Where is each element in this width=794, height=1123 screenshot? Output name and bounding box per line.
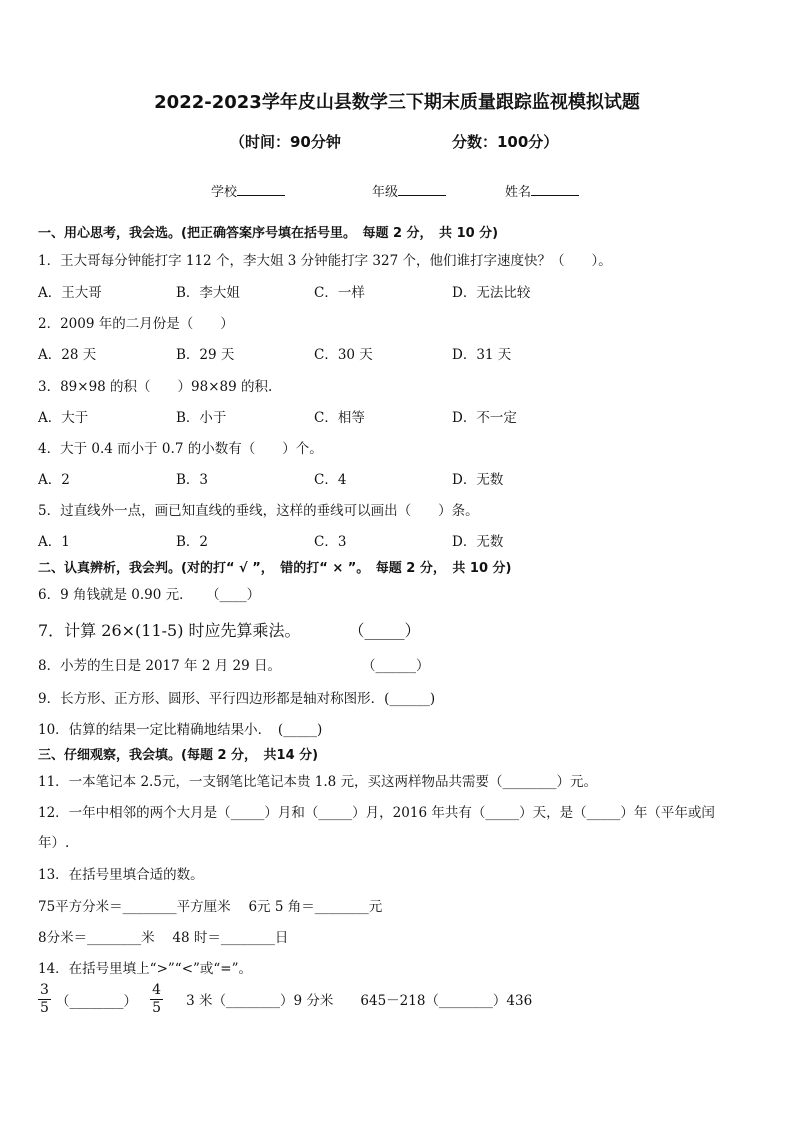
school-label: 学校 <box>211 185 238 200</box>
question-3: 3．89×98 的积（ ）98×89 的积. <box>38 379 273 395</box>
q5-option-d: D．无数 <box>452 534 504 550</box>
q14-blank-1: （________） <box>56 993 138 1010</box>
question-1: 1．王大哥每分钟能打字 112 个，李大姐 3 分钟能打字 327 个，他们谁打字速度快？（ ）。 <box>38 253 612 269</box>
fraction-denominator: 5 <box>40 999 49 1016</box>
section-1-heading: 一、用心思考，我会选。(把正确答案序号填在括号里。 每题 2 分， 共 10 分) <box>38 226 499 241</box>
q4-option-d: D．无数 <box>452 472 504 488</box>
q2-option-c: C．30 天 <box>314 347 373 363</box>
q5-option-b: B．2 <box>176 534 209 550</box>
question-11: 11．一本笔记本 2.5元，一支钢笔比笔记本贵 1.8 元，买这两样物品共需要（________）元。 <box>38 774 597 790</box>
question-14: 14．在括号里填上“>”“<”或“=”。 <box>38 961 253 977</box>
question-14-row <box>38 982 532 1017</box>
question-6: 6．9 角钱就是 0.90 元． （____） <box>38 587 261 603</box>
name-blank <box>531 183 579 196</box>
school-blank <box>237 183 285 196</box>
name-label: 姓名 <box>505 185 532 200</box>
q3-option-c: C．相等 <box>314 410 365 426</box>
fraction-denominator: 5 <box>152 999 162 1016</box>
fraction-4-5 <box>150 982 163 1017</box>
question-5: 5．过直线外一点，画已知直线的垂线，这样的垂线可以画出（ ）条。 <box>38 503 479 519</box>
question-2: 2．2009 年的二月份是（ ） <box>38 316 234 332</box>
question-7: 7．计算 26×(11-5) 时应先算乘法。 （_____） <box>38 621 421 640</box>
question-13-row-b: 8分米＝________米 48 时＝________日 <box>38 930 289 946</box>
q4-option-c: C．4 <box>314 472 347 488</box>
question-9: 9．长方形、正方形、圆形、平行四边形都是轴对称图形．(______) <box>38 691 436 707</box>
q1-option-d: D．无法比较 <box>452 285 531 301</box>
q5-option-a: A．1 <box>38 534 70 550</box>
grade-field <box>372 181 446 200</box>
question-12-line-2: 年）. <box>38 835 70 851</box>
grade-blank <box>398 183 446 196</box>
q1-option-b: B．李大姐 <box>176 285 240 301</box>
q1-option-a: A．王大哥 <box>38 285 102 301</box>
q1-option-c: C．一样 <box>314 285 365 301</box>
question-10: 10．估算的结果一定比精确地结果小． (_____) <box>38 722 323 738</box>
grade-label: 年级 <box>372 185 399 200</box>
question-12-line-1: 12．一年中相邻的两个大月是（_____）月和（_____）月，2016 年共有（_____）天，是（_____）年（平年或闰 <box>38 805 715 821</box>
question-8: 8．小芳的生日是 2017 年 2 月 29 日。 （______） <box>38 658 430 674</box>
question-13: 13．在括号里填合适的数。 <box>38 867 204 883</box>
section-3-heading: 三、仔细观察，我会填。(每题 2 分， 共14 分) <box>38 748 319 763</box>
page-title: 2022-2023学年皮山县数学三下期末质量跟踪监视模拟试题 <box>154 92 640 113</box>
q4-option-b: B．3 <box>176 472 209 488</box>
fraction-3-5 <box>38 982 51 1017</box>
fraction-numerator: 4 <box>152 982 162 998</box>
exam-time: （时间：90分钟 <box>230 133 341 151</box>
fraction-numerator: 3 <box>40 982 49 998</box>
question-4: 4．大于 0.4 而小于 0.7 的小数有（ ）个。 <box>38 441 323 457</box>
q3-option-b: B．小于 <box>176 410 227 426</box>
q14-rest: 3 米（________）9 分米 645－218（________）436 <box>186 993 533 1010</box>
q3-option-d: D．不一定 <box>452 410 517 426</box>
q4-option-a: A．2 <box>38 472 70 488</box>
q2-option-a: A．28 天 <box>38 347 97 363</box>
q5-option-c: C．3 <box>314 534 347 550</box>
q2-option-b: B．29 天 <box>176 347 235 363</box>
q2-option-d: D．31 天 <box>452 347 512 363</box>
section-2-heading: 二、认真辨析，我会判。(对的打“ √ ”， 错的打“ × ”。 每题 2 分， 共 10 分) <box>38 561 512 576</box>
q3-option-a: A．大于 <box>38 410 89 426</box>
school-field <box>211 181 285 200</box>
name-field <box>505 181 579 200</box>
question-13-row-a: 75平方分米＝________平方厘米 6元 5 角＝________元 <box>38 899 383 915</box>
exam-score: 分数：100分） <box>452 133 559 151</box>
